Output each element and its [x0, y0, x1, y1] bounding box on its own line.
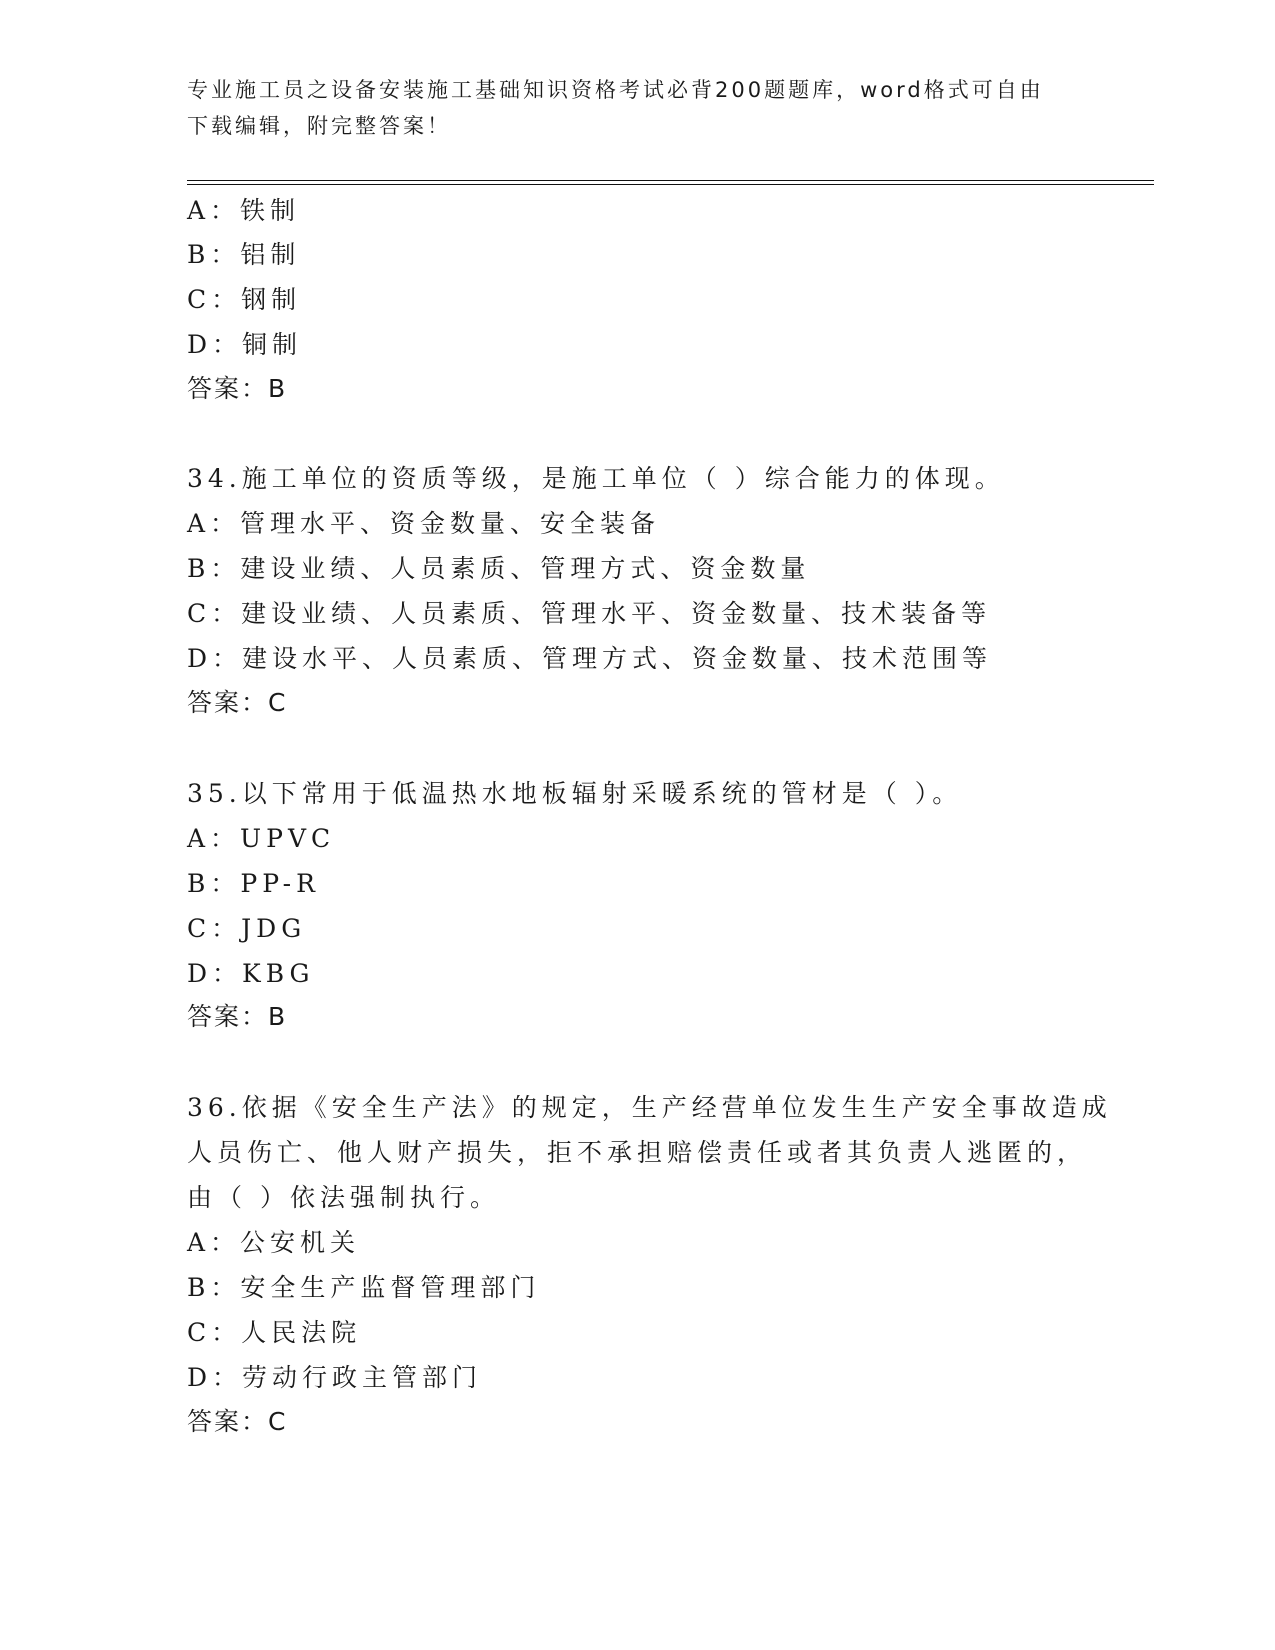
q36-stem-line-3: 由（ ）依法强制执行。: [187, 1183, 500, 1212]
q36-option-d: D：劳动行政主管部门: [187, 1363, 483, 1392]
q35-stem: 35.以下常用于低温热水地板辐射采暖系统的管材是（ ）。: [187, 779, 963, 808]
q36-stem-line-2: 人员伤亡、他人财产损失，拒不承担赔偿责任或者其负责人逃匿的，: [187, 1138, 1088, 1167]
header-line-2: 下载编辑，附完整答案！: [187, 114, 451, 138]
q36-stem-line-1: 36.依据《安全生产法》的规定，生产经营单位发生生产安全事故造成: [187, 1093, 1112, 1122]
q34-option-c: C：建设业绩、人员素质、管理水平、资金数量、技术装备等: [187, 599, 992, 628]
document-header: [187, 72, 1087, 144]
q36-option-c: C：人民法院: [187, 1318, 362, 1347]
q36-option-a: A：公安机关: [187, 1228, 361, 1257]
q35-option-a: A：UPVC: [187, 824, 336, 853]
q33-option-b: B：铝制: [187, 240, 301, 269]
q33-answer: 答案：B: [187, 374, 288, 403]
q33-option-c: C：钢制: [187, 285, 302, 314]
q34-answer: 答案：C: [187, 688, 288, 717]
q33-option-a: A：铁制: [187, 196, 301, 225]
header-line-1: 专业施工员之设备安装施工基础知识资格考试必背200题题库，word格式可自由: [187, 78, 1044, 102]
q35-answer: 答案：B: [187, 1002, 288, 1031]
q35-option-d: D：KBG: [187, 959, 315, 988]
header-rule-bottom: [187, 184, 1154, 185]
q33-option-d: D：铜制: [187, 330, 303, 359]
q36-answer: 答案：C: [187, 1407, 288, 1436]
q36-option-b: B：安全生产监督管理部门: [187, 1273, 541, 1302]
q34-option-b: B：建设业绩、人员素质、管理方式、资金数量: [187, 554, 811, 583]
q35-option-b: B：PP-R: [187, 869, 320, 898]
q34-option-d: D：建设水平、人员素质、管理方式、资金数量、技术范围等: [187, 644, 993, 673]
q34-option-a: A：管理水平、资金数量、安全装备: [187, 509, 661, 538]
header-rule-top: [187, 180, 1154, 181]
q34-stem: 34.施工单位的资质等级，是施工单位（ ）综合能力的体现。: [187, 464, 1005, 493]
q35-option-c: C：JDG: [187, 914, 307, 943]
